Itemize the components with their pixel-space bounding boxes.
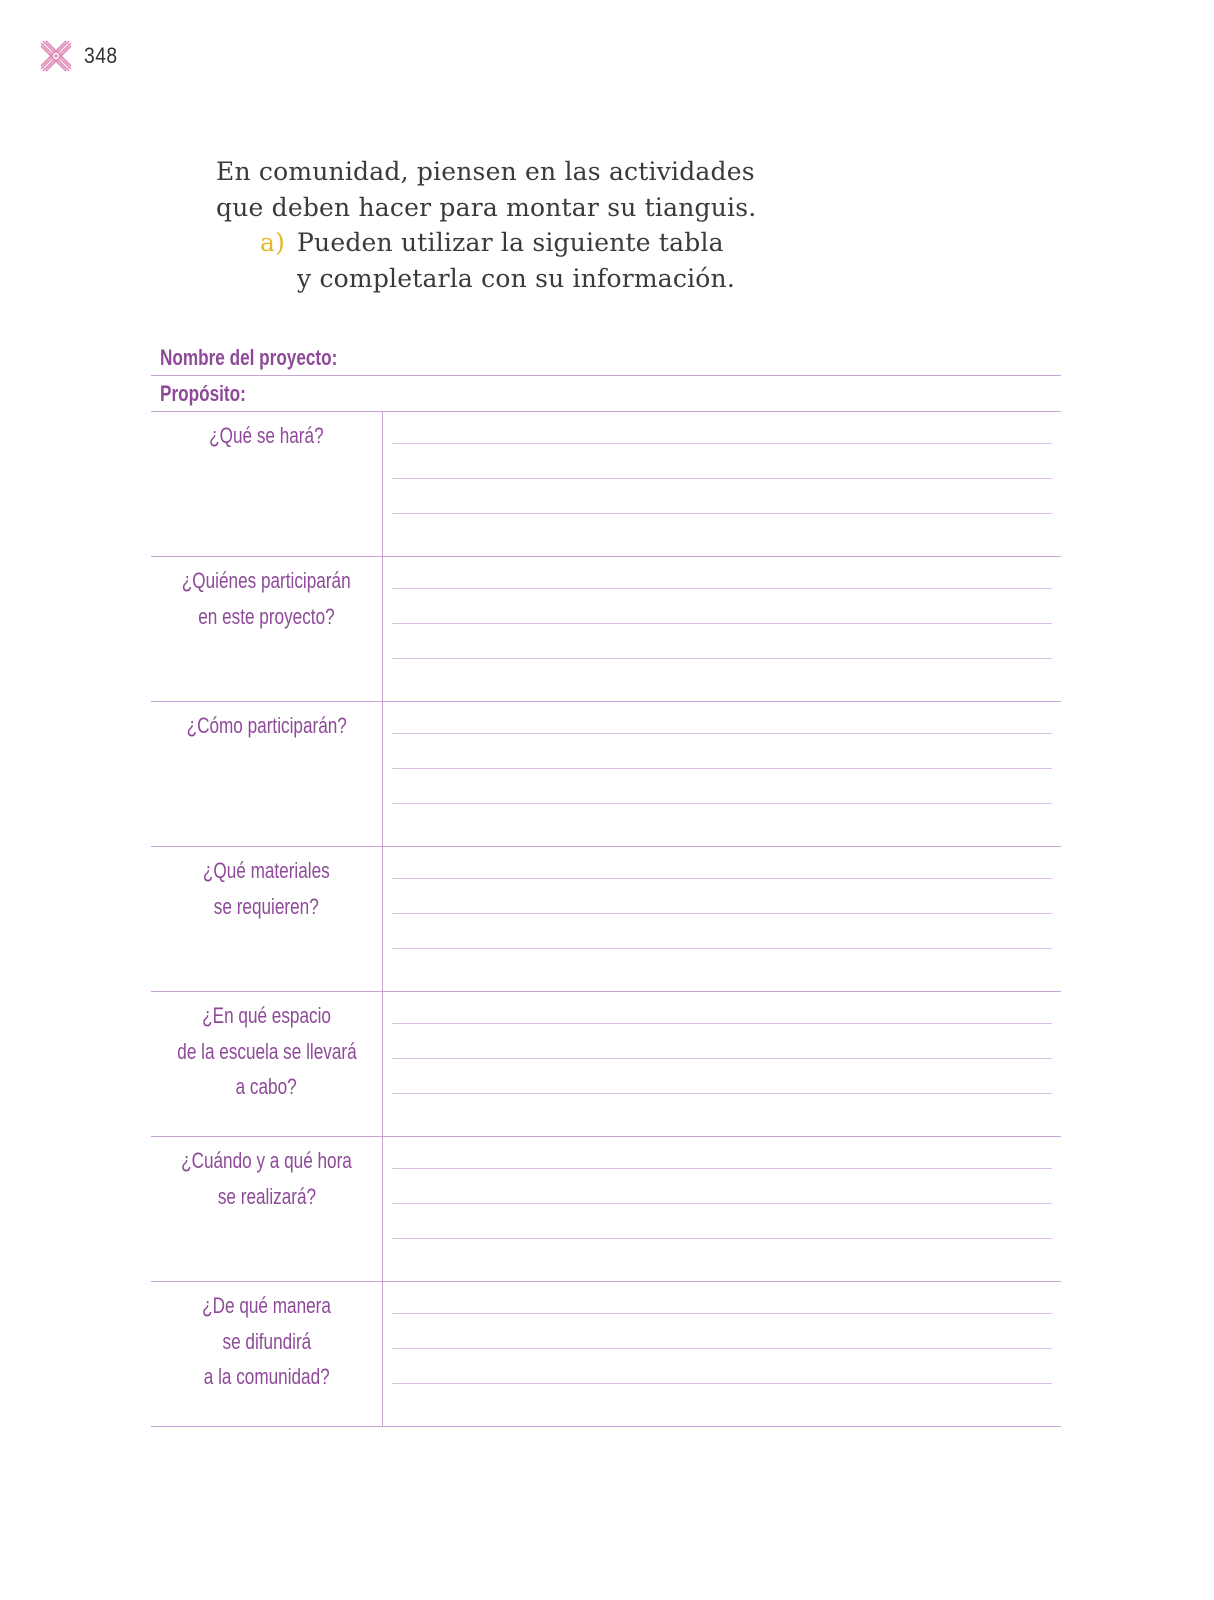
question-cell: [151, 1282, 383, 1426]
project-planning-table: [151, 340, 1061, 1427]
question-text: ¿Quiénes participarán: [182, 568, 351, 593]
answer-line: [392, 1023, 1052, 1024]
sub-item-a: [260, 225, 756, 296]
question-cell: [151, 1137, 383, 1281]
question-cell: [151, 412, 383, 556]
answer-line: [392, 1238, 1052, 1239]
question-row: [151, 702, 1061, 847]
answer-line: [392, 803, 1052, 804]
question-text: de la escuela se llevará: [176, 1038, 357, 1064]
answer-line: [392, 948, 1052, 949]
purpose-row[interactable]: [151, 376, 1061, 412]
question-text: se realizará?: [217, 1183, 316, 1209]
question-text: ¿Cómo participarán?: [186, 713, 347, 738]
answer-line: [392, 513, 1052, 514]
answer-line: [392, 588, 1052, 589]
answer-line: [392, 913, 1052, 914]
answer-line: [392, 1058, 1052, 1059]
project-name-label: Nombre del proyecto:: [160, 344, 338, 370]
page-header: [38, 38, 122, 74]
answer-line: [392, 478, 1052, 479]
answer-line: [392, 1093, 1052, 1094]
answer-area[interactable]: [383, 1137, 1061, 1281]
question-cell: [151, 992, 383, 1136]
item-letter: a): [260, 228, 286, 257]
question-cell: [151, 557, 383, 701]
question-row: [151, 1282, 1061, 1427]
question-cell: [151, 847, 383, 991]
answer-area[interactable]: [383, 412, 1061, 556]
question-text: ¿Cuándo y a qué hora: [181, 1148, 352, 1173]
sub-item-line: y completarla con su información.: [297, 263, 736, 293]
purpose-label: Propósito:: [160, 380, 246, 406]
page-number: 348: [84, 43, 118, 68]
answer-area[interactable]: [383, 992, 1061, 1136]
question-text: ¿Qué materiales: [203, 858, 330, 883]
woven-star-icon: [38, 38, 74, 74]
answer-line: [392, 878, 1052, 879]
question-text: a la comunidad?: [203, 1364, 330, 1389]
answer-line: [392, 1203, 1052, 1204]
project-name-row[interactable]: [151, 340, 1061, 376]
sub-item-line: Pueden utilizar la siguiente tabla: [297, 228, 724, 257]
question-text: ¿De qué manera: [202, 1293, 331, 1318]
instruction-line: En comunidad, piensen en las actividades: [216, 157, 755, 186]
answer-line: [392, 768, 1052, 769]
question-text: en este proyecto?: [198, 603, 335, 629]
answer-area[interactable]: [383, 702, 1061, 846]
answer-line: [392, 623, 1052, 624]
question-text: se difundirá: [222, 1328, 311, 1354]
answer-line: [392, 1383, 1052, 1384]
answer-area[interactable]: [383, 847, 1061, 991]
answer-line: [392, 658, 1052, 659]
question-row: [151, 557, 1061, 702]
question-text: se requieren?: [214, 893, 319, 919]
question-row: [151, 412, 1061, 557]
question-row: [151, 1137, 1061, 1282]
question-text: ¿En qué espacio: [202, 1003, 331, 1028]
question-cell: [151, 702, 383, 846]
question-text: ¿Qué se hará?: [209, 423, 324, 448]
answer-line: [392, 443, 1052, 444]
answer-area[interactable]: [383, 557, 1061, 701]
question-row: [151, 992, 1061, 1137]
answer-line: [392, 733, 1052, 734]
instructions: [216, 154, 756, 296]
instruction-line: que deben hacer para montar su tianguis.: [216, 192, 757, 222]
answer-line: [392, 1313, 1052, 1314]
question-text: a cabo?: [235, 1074, 298, 1099]
question-row: [151, 847, 1061, 992]
answer-line: [392, 1348, 1052, 1349]
answer-line: [392, 1168, 1052, 1169]
answer-area[interactable]: [383, 1282, 1061, 1426]
